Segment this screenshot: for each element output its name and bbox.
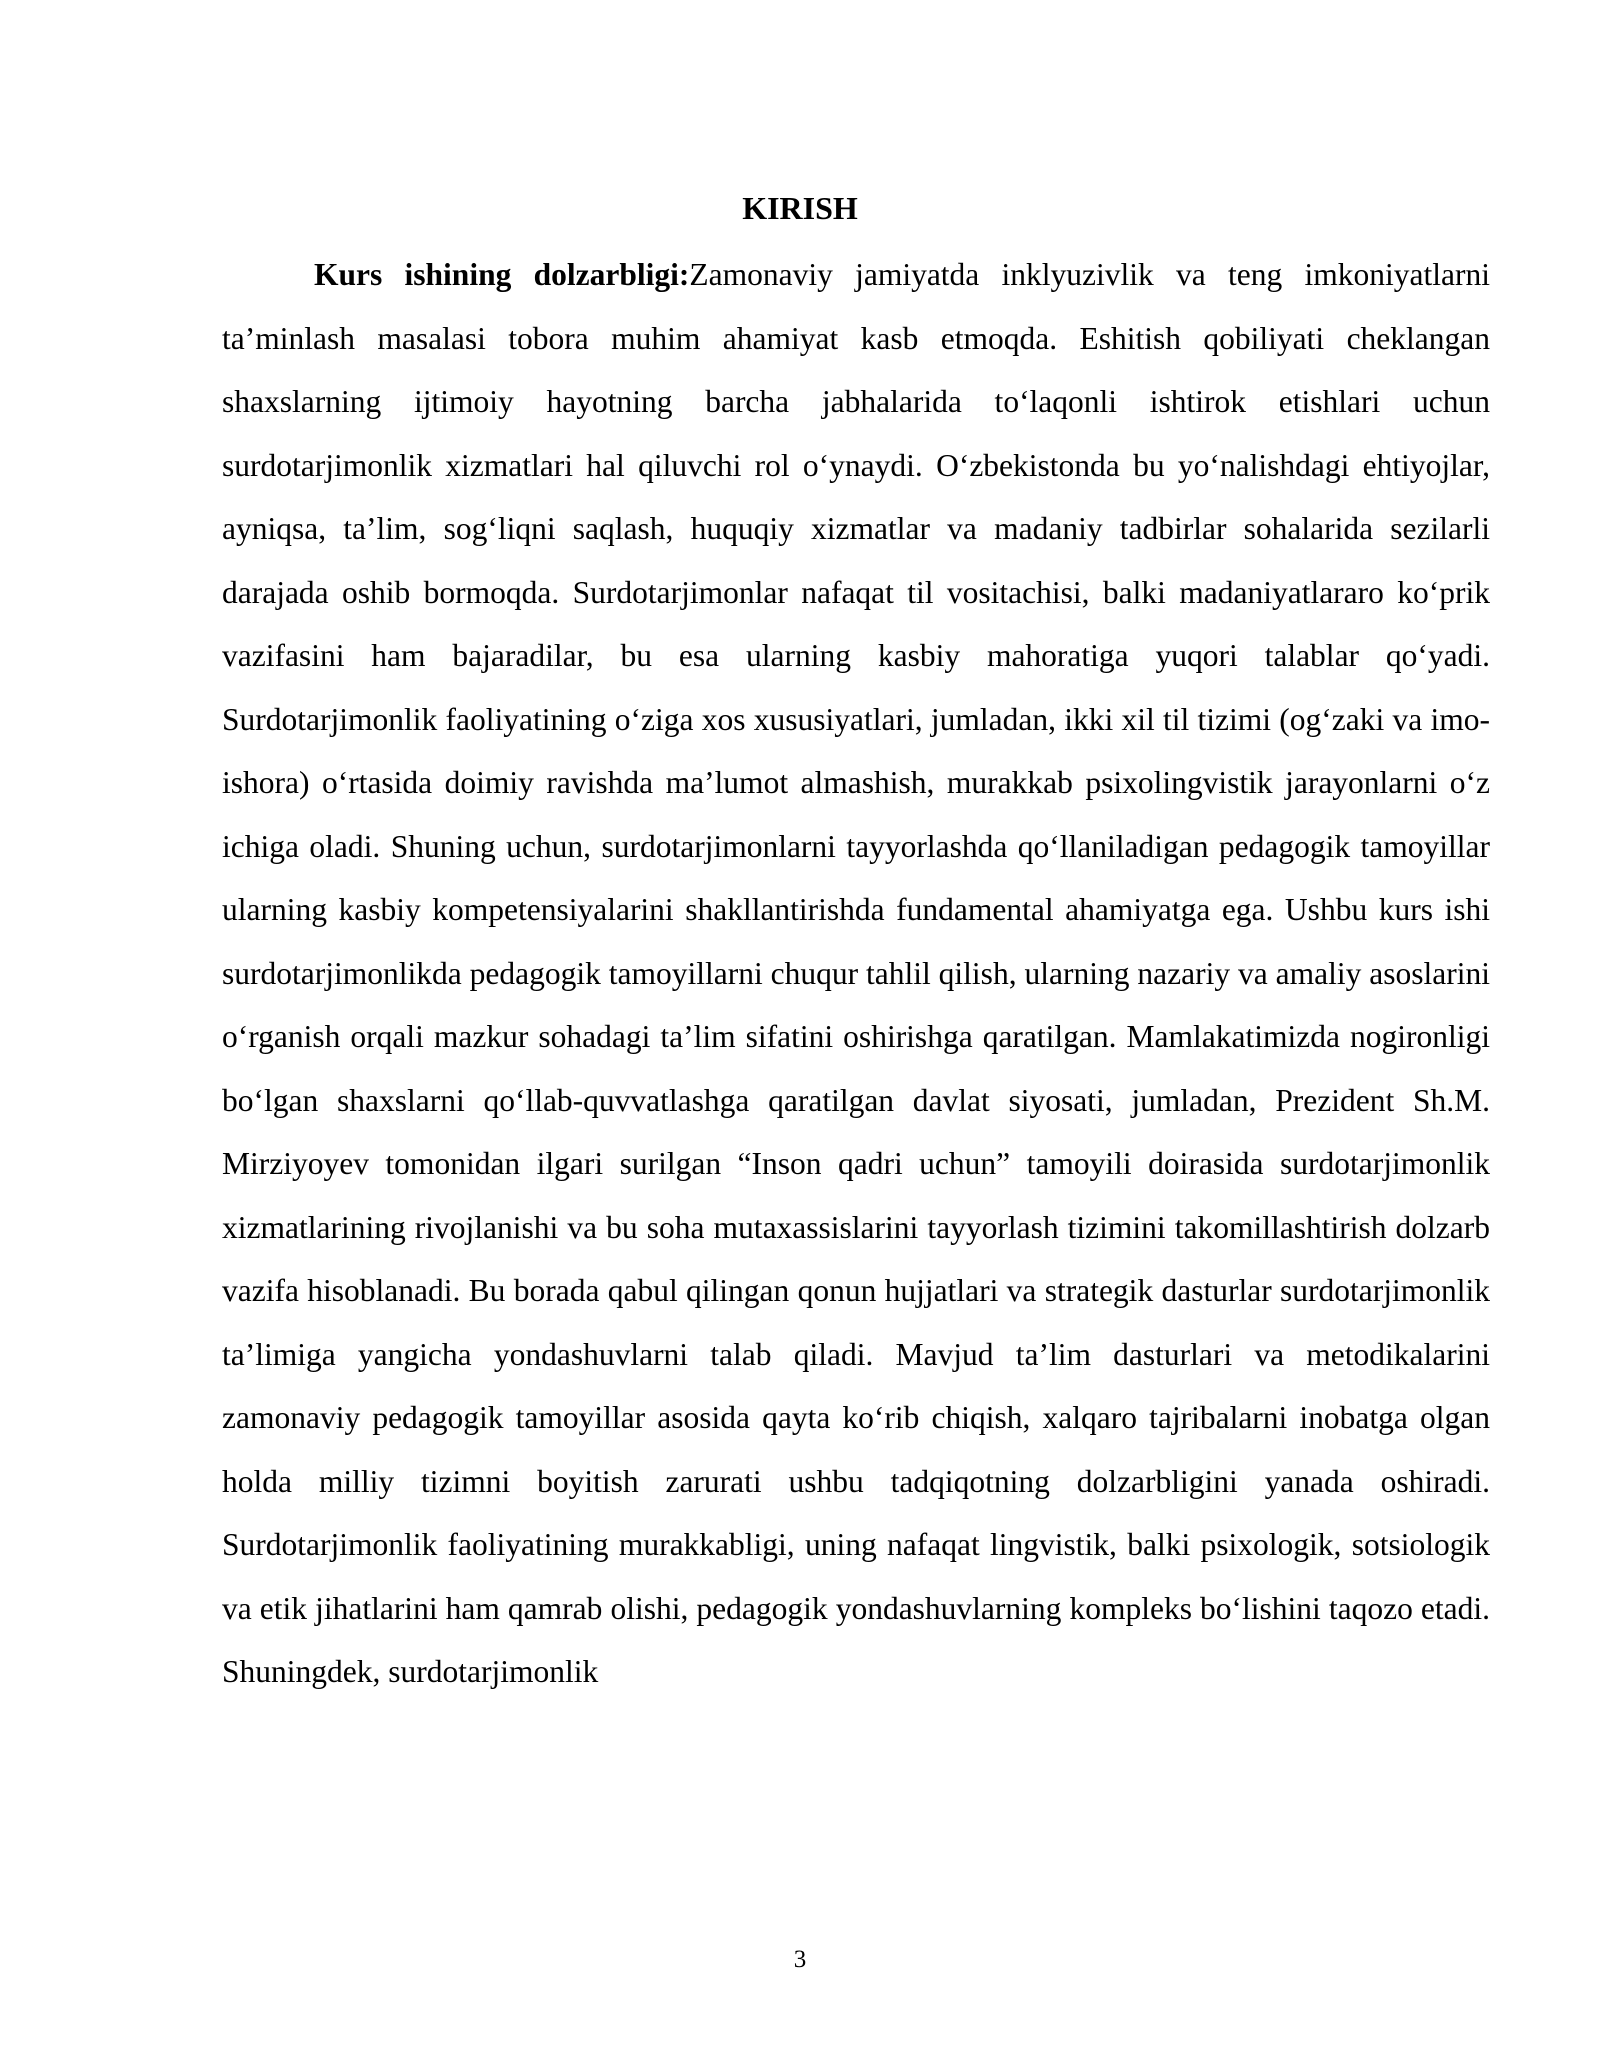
page-number: 3	[793, 1946, 807, 1973]
lead-label: Kurs ishining dolzarbligi:	[314, 257, 690, 292]
paragraph-text: Zamonaviy jamiyatda inklyuzivlik va teng imkoniyatlarni ta’minlash masalasi tobora muhim ahamiyat kasb etmoqda. Eshitish qobiliyati cheklangan shaxslarning ijtimoiy hayotning barcha jabhalarida to‘laqonli ishtirok etishlari uchun surdotarjimonlik xizmatlari hal qiluvchi rol o‘ynaydi. O‘zbekistonda bu yo‘nalishdagi ehtiyojlar, ayniqsa, ta’lim, sog‘liqni saqlash, huquqiy xizmatlar va madaniy tadbirlar sohalarida sezilarli darajada oshib bormoqda. Surdotarjimonlar nafaqat til vositachisi, balki madaniyatlararo ko‘prik vazifasini ham bajaradilar, bu esa ularning kasbiy mahoratiga yuqori talablar qo‘yadi. Surdotarjimonlik faoliyatining o‘ziga xos xususiyatlari, jumladan, ikki xil til tizimi (og‘zaki va imo-ishora) o‘rtasida doimiy ravishda ma’lumot almashish, murakkab psixolingvistik jarayonlarni o‘z ichiga oladi. Shuning uchun, surdotarjimonlarni tayyorlashda qo‘llaniladigan pedagogik tamoyillar ularning kasbiy kompetensiyalarini shakllantirishda fundamental ahamiyatga ega. Ushbu kurs ishi surdotarjimonlikda pedagogik tamoyillarni chuqur tahlil qilish, ularning nazariy va amaliy asoslarini o‘rganish orqali mazkur sohadagi ta’lim sifatini oshirishga qaratilgan. Mamlakatimizda nogironligi bo‘lgan shaxslarni qo‘llab-quvvatlashga qaratilgan davlat siyosati, jumladan, Prezident Sh.M. Mirziyoyev tomonidan ilgari surilgan “Inson qadri uchun” tamoyili doirasida surdotarjimonlik xizmatlarining rivojlanishi va bu soha mutaxassislarini tayyorlash tizimini takomillashtirish dolzarb vazifa hisoblanadi. Bu borada qabul qilingan qonun hujjatlari va strategik dasturlar surdotarjimonlik ta’limiga yangicha yondashuvlarni talab qiladi. Mavjud ta’lim dasturlari va metodikalarini zamonaviy pedagogik tamoyillar asosida qayta ko‘rib chiqish, xalqaro tajribalarni inobatga olgan holda milliy tizimni boyitish zarurati ushbu tadqiqotning dolzarbligini yanada oshiradi. Surdotarjimonlik faoliyatining murakkabligi, uning nafaqat lingvistik, balki psixologik, sotsiologik va etik jihatlarini ham qamrab olishi, pedagogik yondashuvlarning kompleks bo‘lishini taqozo etadi. Shuningdek, surdotarjimonlik	[222, 257, 1491, 1689]
body-paragraph	[222, 243, 1490, 1704]
section-heading: KIRISH	[742, 190, 858, 226]
